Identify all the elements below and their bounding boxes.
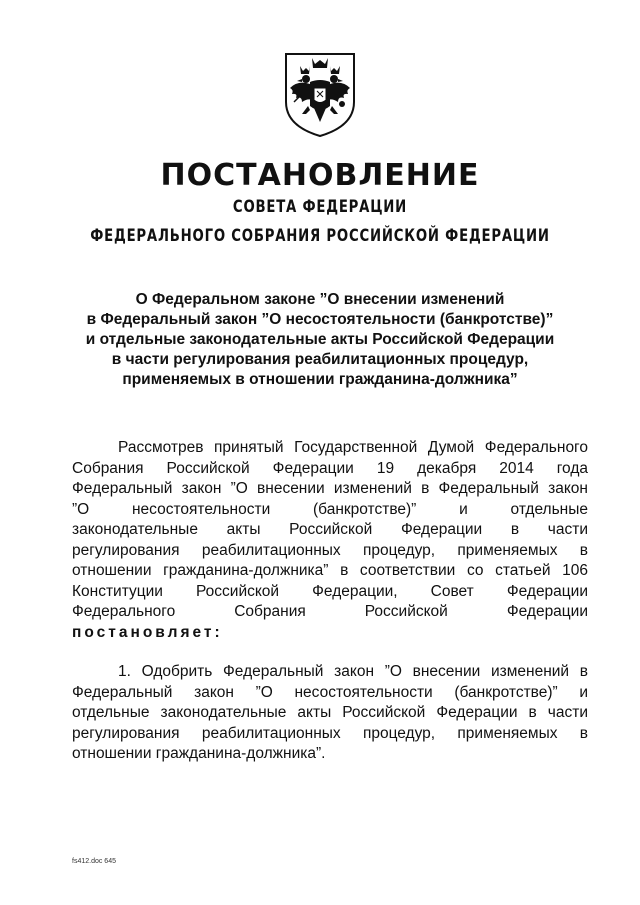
paragraph-line: отношении гражданина-должника”. (72, 745, 326, 762)
subject-line: в части регулирования реабилитационных процедур, (111, 351, 529, 368)
document-title: ПОСТАНОВЛЕНИЕ (160, 158, 480, 193)
paragraph-line: ”О несостоятельности (банкротстве)” и отдельные (72, 500, 588, 518)
document-subtitle-assembly: ФЕДЕРАЛЬНОГО СОБРАНИЯ РОССИЙСКОЙ ФЕДЕРАЦИИ (90, 226, 550, 246)
paragraph-line: Собрания Российской Федерации 19 декабря 2014 года (72, 459, 588, 477)
paragraph-line: регулирования реабилитационных процедур, применяемых в (72, 724, 588, 742)
paragraph-line: Федерального Собрания Российской Федерации (72, 603, 588, 620)
paragraph-line: Рассмотрев принятый Государственной Думой Федерального (118, 439, 588, 456)
document-subtitle-council: СОВЕТА ФЕДЕРАЦИИ (232, 197, 408, 217)
coat-of-arms-emblem-icon (272, 44, 368, 140)
paragraph-line: отдельные законодательные акты Российской Федерации в части (72, 704, 588, 721)
resolves-keyword: постановляет: (72, 623, 223, 641)
paragraph-line: 1. Одобрить Федеральный закон ”О внесении изменений в (118, 663, 588, 680)
subject-line: О Федеральном законе ”О внесении изменений (135, 291, 505, 308)
paragraph-line: законодательные акты Российской Федерации в части (72, 521, 588, 538)
subject-line: в Федеральный закон ”О несостоятельности (банкротстве)” (86, 311, 554, 328)
resolution-item-1-paragraph (72, 662, 588, 765)
paragraph-line: регулирования реабилитационных процедур, применяемых в (72, 541, 588, 559)
paragraph-line: отношении гражданина-должника” в соответствии со статьей 106 (72, 562, 588, 579)
paragraph-line: Конституции Российской Федерации, Совет Федерации (72, 582, 588, 600)
document-subject (60, 290, 580, 390)
paragraph-line: Федеральный закон ”О несостоятельности (банкротстве)” и (72, 683, 588, 701)
resolution-preamble-paragraph (72, 438, 588, 643)
subject-line: и отдельные законодательные акты Российской Федерации (85, 331, 555, 348)
subject-line: применяемых в отношении гражданина-должника” (122, 371, 518, 388)
document-file-code: fs412.doc 645 (72, 858, 116, 865)
paragraph-line: Федеральный закон ”О внесении изменений в Федеральный закон (72, 480, 588, 497)
